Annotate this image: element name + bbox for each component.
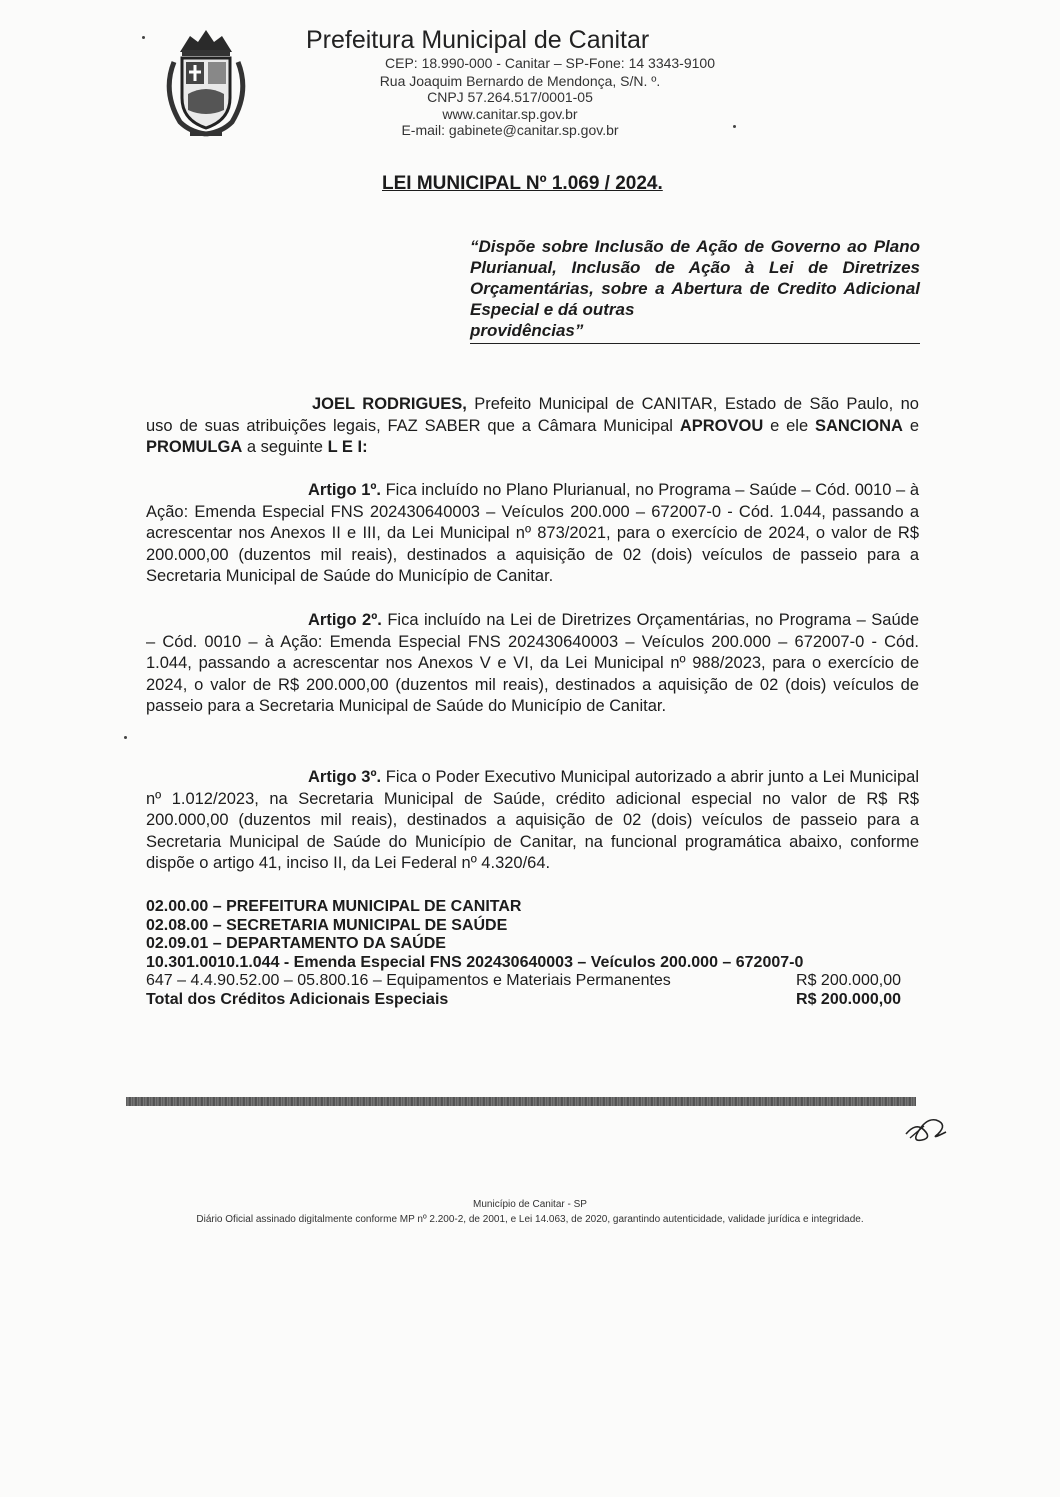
preamble-text: e: [902, 416, 919, 435]
coat-of-arms-icon: [160, 22, 252, 140]
budget-item-label: 647 – 4.4.90.52.00 – 05.800.16 – Equipamentos e Materiais Permanentes: [146, 972, 671, 989]
budget-total-row: [146, 991, 901, 1010]
ementa: [470, 236, 920, 344]
budget-line: 10.301.0010.1.044 - Emenda Especial FNS 202430640003 – Veículos 200.000 – 672007-0: [146, 953, 804, 971]
budget-block: [146, 898, 901, 1009]
ementa-text: “Dispõe sobre Inclusão de Ação de Governo ao Plano Plurianual, Inclusão de Ação à Lei de Diretrizes Orçamentárias, sobre a Abertura de Credito Adicional Especial e dá outras: [470, 237, 920, 319]
separator-bar: [126, 1097, 916, 1106]
footer-note: Diário Oficial assinado digitalmente conforme MP nº 2.200-2, de 2001, e Lei 14.063, de 2020, garantindo autenticidade, validade jurídica e integridade.: [196, 1214, 864, 1225]
preamble-text: a seguinte: [242, 438, 328, 456]
budget-item-value: R$ 200.000,00: [796, 972, 901, 989]
article-1: [146, 480, 919, 588]
scan-speck: [733, 125, 736, 128]
article-2-label: Artigo 2º.: [308, 611, 382, 629]
article-1-text: Fica incluído no Plano Plurianual, no Programa – Saúde – Cód. 0010 – à Ação: Emenda Especial FNS 202430640003 – Veículos 200.000 – 672007-0 - Cód. 1.044, passando a acrescentar nos Anexos II e III, da Lei Municipal nº 873/2021, para o exercício de 2024, o valor de R$ 200.000,00 (duzentos mil reais), destinados a aquisição de 02 (dois) veículos de passeio para a Secretaria Municipal de Saúde do Município de Canitar.: [146, 481, 919, 585]
preamble-promulga: PROMULGA: [146, 438, 243, 456]
preamble-text: e ele: [763, 416, 815, 435]
article-2-text: Fica incluído na Lei de Diretrizes Orçamentárias, no Programa – Saúde – Cód. 0010 – à Ação: Emenda Especial FNS 202430640003 – Veículos 200.000 – 672007-0 - Cód. 1.044, passando a acrescentar nos Anexos V e VI, da Lei Municipal nº 988/2023, para o exercício de 2024, o valor de R$ 200.000,00 (duzentos mil reais), destinados a aquisição de 02 (dois) veículos de passeio para a Secretaria Municipal de Saúde do Município de Canitar.: [146, 611, 919, 715]
article-3-text: Fica o Poder Executivo Municipal autorizado a abrir junto a Lei Municipal nº 1.012/2023, na Secretaria Municipal de Saúde, crédito adicional especial no valor de R$ R$ 200.000,00 (duzentos mil reais), destinados a aquisição de 02 (dois) veículos de passeio para a Secretaria Municipal de Saúde do Município de Canitar, na funcional programática abaixo, conforme dispõe o artigo 41, inciso II, da Lei Federal nº 4.320/64.: [146, 768, 919, 872]
ementa-last-line: providências”: [470, 321, 584, 340]
preamble-paragraph: [146, 394, 919, 459]
budget-line: 02.00.00 – PREFEITURA MUNICIPAL DE CANITAR: [146, 898, 522, 915]
header-email: E-mail: gabinete@canitar.sp.gov.br: [401, 122, 619, 138]
budget-total-label: Total dos Créditos Adicionais Especiais: [146, 990, 449, 1008]
preamble-lei: L E I:: [327, 438, 368, 456]
preamble-aprovou: APROVOU: [679, 416, 764, 435]
header-title: Prefeitura Municipal de Canitar: [306, 26, 650, 54]
header-cep: CEP: 18.990-000 - Canitar – SP-Fone: 14 3343-9100: [385, 55, 715, 71]
budget-line: 02.08.00 – SECRETARIA MUNICIPAL DE SAÚDE: [146, 916, 508, 934]
scan-speck: [142, 36, 145, 39]
article-2: [146, 610, 919, 718]
article-3-label: Artigo 3º.: [308, 768, 382, 786]
preamble-text: Prefeito Municipal de CANITAR, Estado de São Paulo, no uso de suas atribuições legais, FAZ SABER que a Câmara Municipal: [146, 395, 919, 435]
mayor-name: JOEL RODRIGUES,: [312, 395, 467, 413]
article-1-label: Artigo 1º.: [308, 481, 381, 499]
budget-item-row: [146, 972, 901, 991]
header-address: Rua Joaquim Bernardo de Mendonça, S/N. º.: [379, 73, 661, 89]
budget-total-value: R$ 200.000,00: [796, 990, 901, 1008]
budget-line: 02.09.01 – DEPARTAMENTO DA SAÚDE: [146, 935, 446, 952]
signature-icon: [902, 1112, 952, 1146]
scan-speck: [124, 736, 127, 739]
header-cnpj: CNPJ 57.264.517/0001-05: [427, 89, 593, 105]
preamble-sanciona: SANCIONA: [814, 416, 903, 435]
article-3: [146, 767, 919, 875]
header-website: www.canitar.sp.gov.br: [442, 106, 578, 122]
footer-municipio: Município de Canitar - SP: [473, 1199, 587, 1210]
law-title: LEI MUNICIPAL Nº 1.069 / 2024.: [382, 173, 663, 194]
